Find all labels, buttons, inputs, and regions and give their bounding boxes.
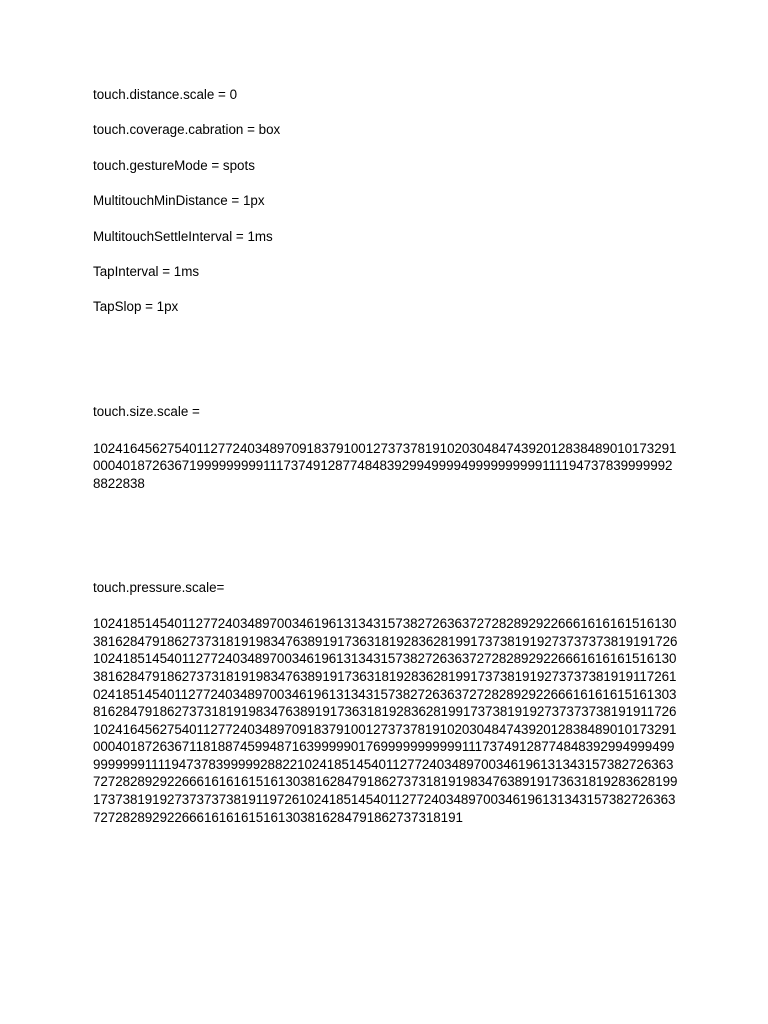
setting-coverage-calibration: touch.coverage.cabration = box <box>93 122 281 138</box>
pressure-scale-label: touch.pressure.scale= <box>93 579 225 595</box>
pressure-scale-value: 1024185145401127724034897003461961313431573827263637272828929226661616161516130381628479186273731819198347638919173631819283628199173738191927373737381919172610241851454011277240348970034619613134315738272636372728289292266616161615161303816284791862737318191983476389191736318192836281991737381919273737381919117261024185145401127724034897003461961313431573827263637272828929226661616161516130381628479186273731819198347638919173631819283628199173738191927373737381919117261024164562754011277240348970918379100127373781910203048474392012838489010173291000401872636711818874599487163999990176999999999991117374912877484839299499949999999991111947378399999288221024185145401127724034897003461961313431573827263637272828929226661616161516130381628479186273731819198347638919173631819283628199173738191927373737381911972610241851454011277240348970034619613134315738272636372728289292266616161615161303816284791862737318191 <box>93 616 678 825</box>
setting-multitouch-min-distance: MultitouchMinDistance = 1px <box>93 193 265 209</box>
spacer <box>93 315 678 404</box>
setting-tap-slop: TapSlop = 1px <box>93 299 179 315</box>
size-scale-label: touch.size.scale = <box>93 404 200 420</box>
spacer <box>93 493 678 580</box>
document-page <box>93 87 678 826</box>
setting-multitouch-settle-interval: MultitouchSettleInterval = 1ms <box>93 228 273 244</box>
setting-gesture-mode: touch.gestureMode = spots <box>93 157 255 173</box>
size-scale-value: 102416456275401127724034897091837910012737378191020304847439201283848901017329100040187263671999999999111737491287748483929949999499999999991111947378399999928822838 <box>93 440 677 492</box>
setting-distance-scale: touch.distance.scale = 0 <box>93 87 238 102</box>
setting-tap-interval: TapInterval = 1ms <box>93 263 200 279</box>
